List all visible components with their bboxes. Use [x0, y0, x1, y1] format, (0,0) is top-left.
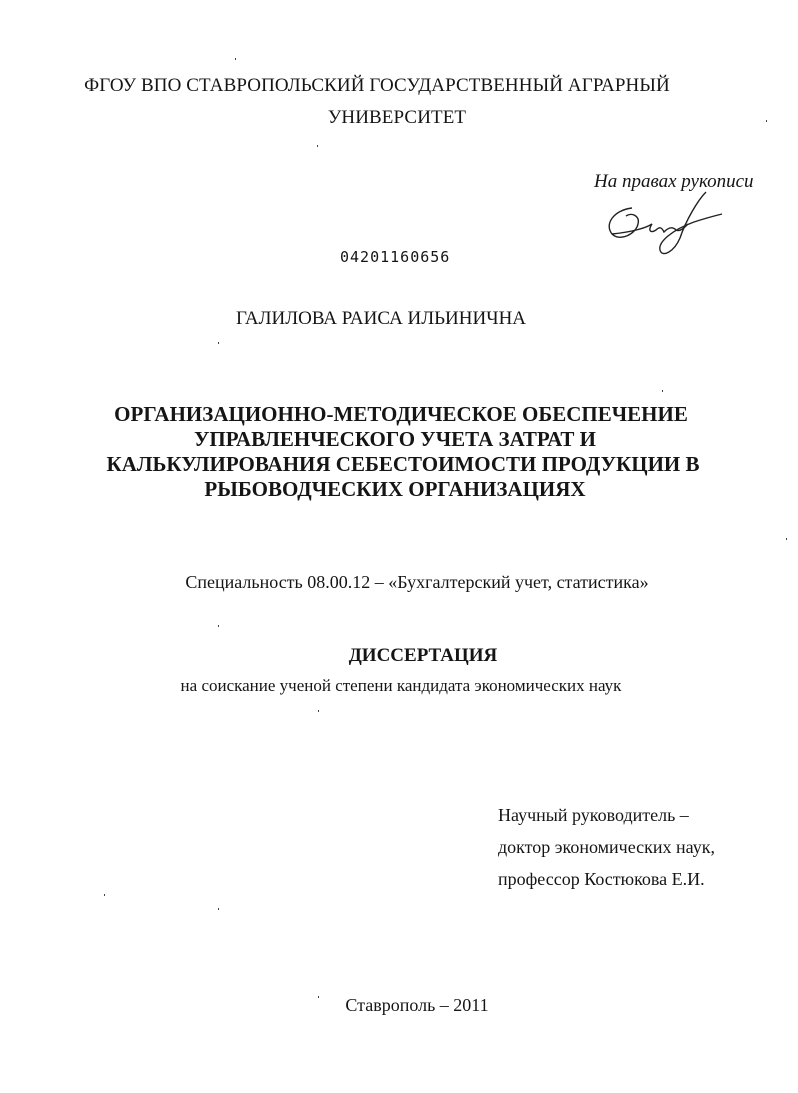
- institution-line-2: УНИВЕРСИТЕТ: [327, 107, 467, 128]
- scan-speck: [218, 342, 219, 344]
- title-line-4: РЫБОВОДЧЕСКИХ ОРГАНИЗАЦИЯХ: [204, 477, 586, 501]
- rights-note: На правах рукописи: [594, 171, 754, 192]
- scan-speck: [218, 908, 219, 910]
- dissertation-title: [0, 402, 798, 502]
- title-line-3: КАЛЬКУЛИРОВАНИЯ СЕБЕСТОИМОСТИ ПРОДУКЦИИ В: [106, 452, 700, 476]
- scan-speck: [318, 710, 319, 712]
- title-line-2: УПРАВЛЕНЧЕСКОГО УЧЕТА ЗАТРАТ И: [194, 427, 596, 451]
- supervisor-line-1: Научный руководитель –: [498, 805, 689, 825]
- supervisor-line-3: профессор Костюкова Е.И.: [498, 869, 705, 889]
- degree-line: на соискание ученой степени кандидата экономических наук: [180, 676, 622, 695]
- title-line-1: ОРГАНИЗАЦИОННО-МЕТОДИЧЕСКОЕ ОБЕСПЕЧЕНИЕ: [114, 402, 688, 426]
- supervisor-line-2: доктор экономических наук,: [498, 837, 715, 857]
- scan-speck: [766, 120, 767, 122]
- city-year: Ставрополь – 2011: [345, 995, 489, 1015]
- specialty: Специальность 08.00.12 – «Бухгалтерский учет, статистика»: [185, 572, 649, 592]
- signature-icon: [602, 190, 732, 265]
- serial-number: 04201160656: [340, 248, 451, 266]
- scan-speck: [317, 145, 318, 147]
- scan-speck: [104, 894, 105, 896]
- scan-speck: [218, 625, 219, 627]
- author-name: ГАЛИЛОВА РАИСА ИЛЬИНИЧНА: [235, 308, 527, 329]
- scan-speck: [235, 58, 236, 60]
- scan-speck: [662, 390, 663, 392]
- institution-line-1: ФГОУ ВПО СТАВРОПОЛЬСКИЙ ГОСУДАРСТВЕННЫЙ АГРАРНЫЙ: [84, 75, 670, 96]
- document-type: ДИССЕРТАЦИЯ: [348, 645, 498, 666]
- scan-speck: [318, 996, 319, 998]
- scan-speck: [786, 538, 787, 540]
